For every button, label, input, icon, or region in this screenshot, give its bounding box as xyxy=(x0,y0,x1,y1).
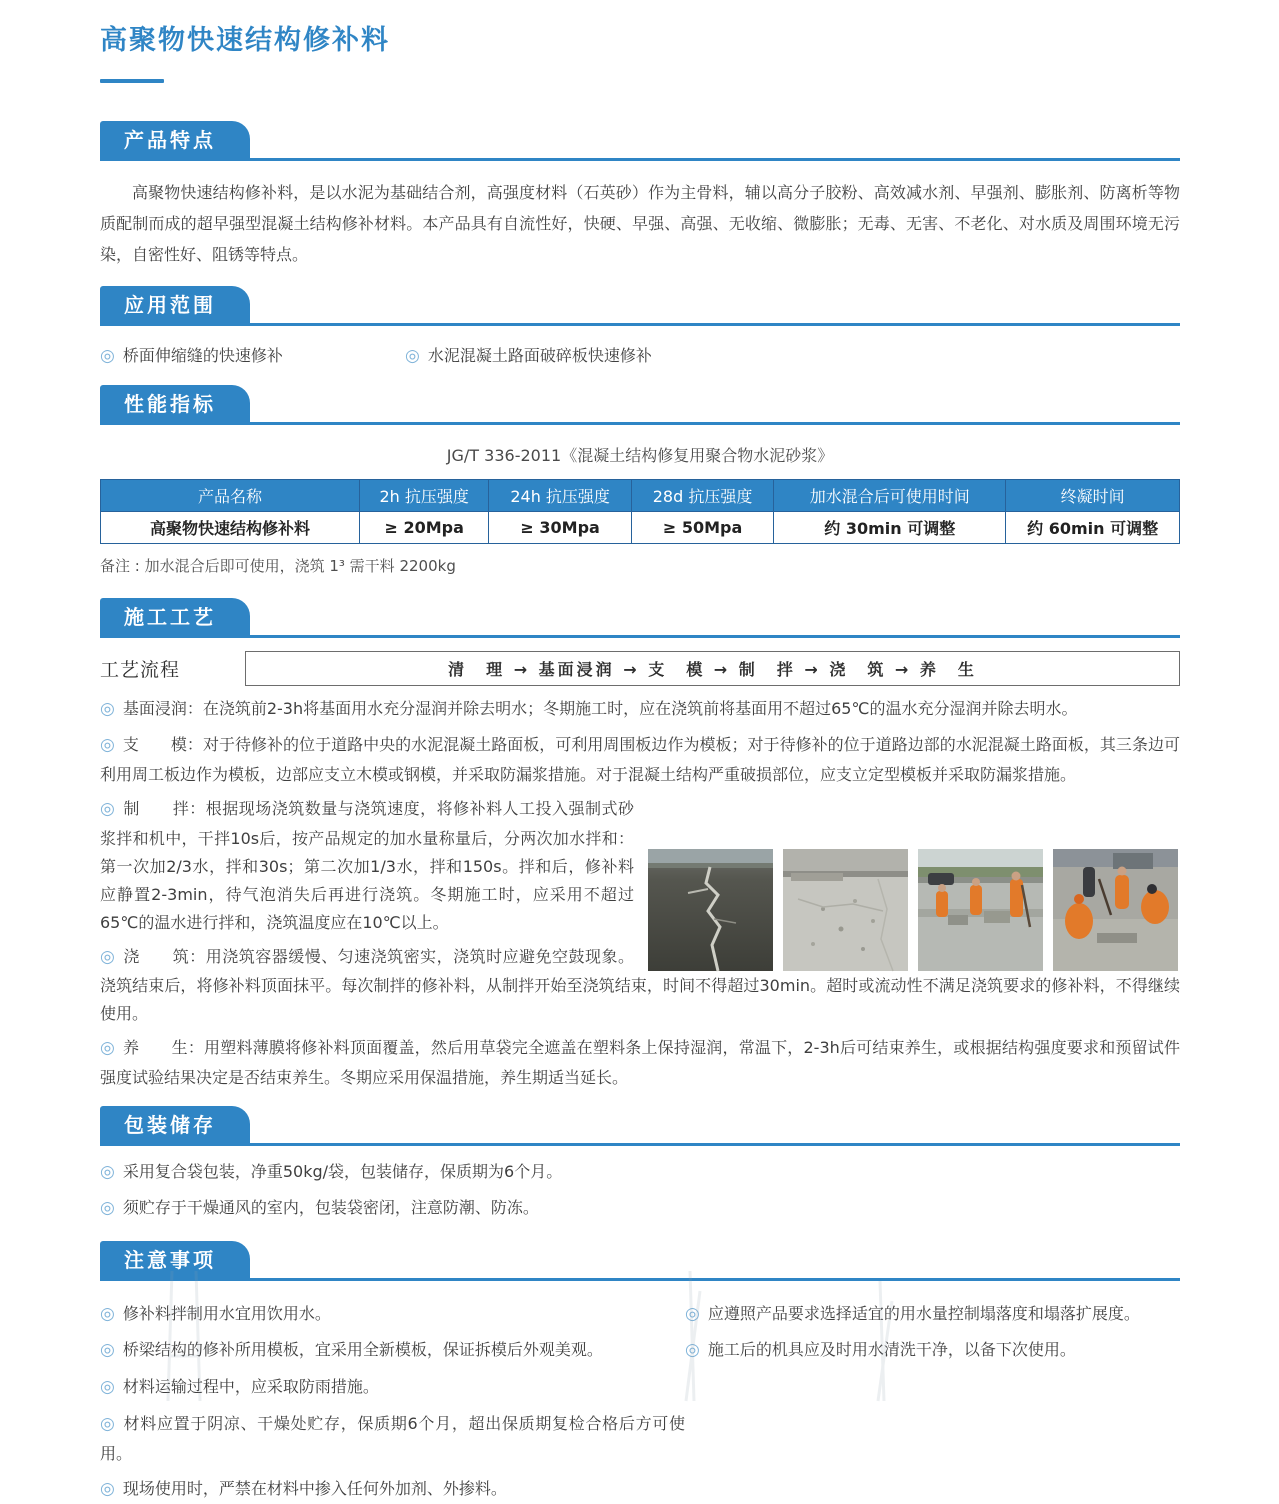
table-row xyxy=(101,512,1180,544)
ring-bullet-icon: ◎ xyxy=(100,345,115,366)
ring-bullet-icon: ◎ xyxy=(685,1340,700,1361)
section-header-notes xyxy=(100,1241,1180,1281)
note-item: ◎ 桥梁结构的修补所用模板，宜采用全新模板，保证拆模后外观美观。 xyxy=(100,1340,603,1361)
table-header-cell: 24h 抗压强度 xyxy=(489,480,631,512)
table-header-cell: 28d 抗压强度 xyxy=(631,480,773,512)
ring-bullet-icon: ◎ xyxy=(100,798,116,819)
broken-concrete-slab-photo xyxy=(783,849,908,971)
note-item: ◎ 施工后的机具应及时用水清洗干净，以备下次使用。 xyxy=(685,1340,1076,1361)
process-step: ◎ 浇 筑：用浇筑容器缓慢、匀速浇筑密实，浇筑时应避免空鼓现象。浇筑结束后，将修补料顶面抹平。每次制拌的修补料，从制拌开始至浇筑结束，时间不得超过30min。超时或流动性不满足浇筑要求的修补料，不得继续使用。 xyxy=(100,946,1180,1024)
application-item: ◎ 水泥混凝土路面破碎板快速修补 xyxy=(405,345,652,366)
page-title: 高聚物快速结构修补料 xyxy=(100,25,390,56)
ring-bullet-icon: ◎ xyxy=(100,1038,116,1059)
table-cell: 约 30min 可调整 xyxy=(774,512,1006,544)
section-header-performance xyxy=(100,385,1180,425)
application-items xyxy=(100,342,1180,372)
storage-items xyxy=(100,1158,1180,1224)
ring-bullet-icon: ◎ xyxy=(685,1303,700,1324)
section-header-storage xyxy=(100,1106,1180,1146)
table-header-cell: 加水混合后可使用时间 xyxy=(774,480,1006,512)
process-step: ◎ 制 拌：根据现场浇筑数量与浇筑速度，将修补料人工投入强制式砂浆拌和机中，干拌10s后，按产品规定的加水量称量后，分两次加水拌和：第一次加2/3水，拌和30s；第二次加1/3水，拌和150s。拌和后，修补料应静置2-3min，待气泡消失后再进行浇筑。冬期施工时，应采用不超过65℃的温水进行拌和，浇筑温度应在10℃以上。 xyxy=(100,798,634,932)
site-photo-strip xyxy=(648,849,1180,971)
table-cell: 约 60min 可调整 xyxy=(1006,512,1180,544)
table-note: 备注 : 加水混合后即可使用，浇筑 1³ 需干料 2200kg xyxy=(100,557,456,576)
section-header-application xyxy=(100,286,1180,326)
table-cell: ≥ 30Mpa xyxy=(489,512,631,544)
ring-bullet-icon: ◎ xyxy=(405,345,420,366)
ring-bullet-icon: ◎ xyxy=(100,1197,115,1218)
ring-bullet-icon: ◎ xyxy=(100,1340,115,1361)
note-item: ◎ 材料应置于阴凉、干燥处贮存，保质期6个月，超出保质期复检合格后方可使用。 xyxy=(100,1413,685,1463)
ring-bullet-icon: ◎ xyxy=(100,735,115,756)
application-item: ◎ 桥面伸缩缝的快速修补 xyxy=(100,345,283,366)
features-paragraph: 高聚物快速结构修补料，是以水泥为基础结合剂，高强度材料（石英砂）作为主骨料，辅以高分子胶粉、高效减水剂、早强剂、膨胀剂、防离析等物质配制而成的超早强型混凝土结构修补材料。本产品具有自流性好，快硬、早强、高强、无收缩、微膨胀；无毒、无害、不老化、对水质及周围环境无污染，自密性好、阻锈等特点。 xyxy=(100,183,1180,265)
table-header-cell: 终凝时间 xyxy=(1006,480,1180,512)
ring-bullet-icon: ◎ xyxy=(100,1162,115,1183)
ring-bullet-icon: ◎ xyxy=(100,946,116,967)
standard-reference: JG/T 336-2011《混凝土结构修复用聚合物水泥砂浆》 xyxy=(446,446,834,466)
table-header-row xyxy=(101,480,1180,512)
flow-diagram: 清 理 → 基面浸润 → 支 模 → 制 拌 → 浇 筑 → 养 生 xyxy=(245,651,1180,686)
section-tab-storage: 包装储存 xyxy=(100,1106,250,1143)
ring-bullet-icon: ◎ xyxy=(100,1377,115,1398)
storage-item: ◎ 须贮存于干燥通风的室内，包装袋密闭，注意防潮、防冻。 xyxy=(100,1197,539,1218)
table-cell: ≥ 20Mpa xyxy=(359,512,488,544)
workers-patching-road-photo xyxy=(1053,849,1178,971)
table-header-cell: 产品名称 xyxy=(101,480,360,512)
section-tab-performance: 性能指标 xyxy=(100,385,250,422)
note-item: ◎ 现场使用时，严禁在材料中掺入任何外加剂、外掺料。 xyxy=(100,1478,507,1499)
section-header-features xyxy=(100,121,1180,161)
note-item: ◎ 材料运输过程中，应采取防雨措施。 xyxy=(100,1377,379,1398)
table-header-cell: 2h 抗压强度 xyxy=(359,480,488,512)
section-tab-process: 施工工艺 xyxy=(100,598,250,635)
section-tab-notes: 注意事项 xyxy=(100,1241,250,1278)
road-repair-workers-photo xyxy=(918,849,1043,971)
section-tab-application: 应用范围 xyxy=(100,286,250,323)
note-item: ◎ 应遵照产品要求选择适宜的用水量控制塌落度和塌落扩展度。 xyxy=(685,1303,1140,1324)
process-flow-row xyxy=(100,651,1180,686)
table-cell: ≥ 50Mpa xyxy=(631,512,773,544)
section-header-process xyxy=(100,598,1180,638)
performance-table xyxy=(100,479,1180,544)
section-tab-features: 产品特点 xyxy=(100,121,250,158)
ring-bullet-icon: ◎ xyxy=(100,699,115,720)
cracked-pavement-photo xyxy=(648,849,773,971)
process-step: ◎ 基面浸润：在浇筑前2-3h将基面用水充分湿润并除去明水；冬期施工时，应在浇筑前将基面用不超过65℃的温水充分湿润并除去明水。 xyxy=(100,699,1078,720)
process-step: ◎ 支 模：对于待修补的位于道路中央的水泥混凝土路面板，可利用周围板边作为模板；对于待修补的位于道路边部的水泥混凝土路面板，其三条边可利用周工板边作为模板，边部应支立木模或钢模，并采取防漏浆措施。对于混凝土结构严重破损部位，应支立定型模板并采取防漏浆措施。 xyxy=(100,735,1180,784)
ring-bullet-icon: ◎ xyxy=(100,1413,116,1434)
ring-bullet-icon: ◎ xyxy=(100,1303,115,1324)
storage-item: ◎ 采用复合袋包装，净重50kg/袋，包装储存，保质期为6个月。 xyxy=(100,1162,563,1183)
note-item: ◎ 修补料拌制用水宜用饮用水。 xyxy=(100,1303,331,1324)
process-steps xyxy=(100,695,1180,1092)
process-step: ◎ 养 生：用塑料薄膜将修补料顶面覆盖，然后用草袋完全遮盖在塑料条上保持湿润，常温下，2-3h后可结束养生，或根据结构强度要求和预留试件强度试验结果决定是否结束养生。冬期应采用保温措施，养生期适当延长。 xyxy=(100,1038,1180,1088)
title-underline xyxy=(100,79,164,83)
table-cell: 高聚物快速结构修补料 xyxy=(101,512,360,544)
ring-bullet-icon: ◎ xyxy=(100,1478,115,1499)
flow-label: 工艺流程 xyxy=(100,659,181,682)
notes-list xyxy=(100,1293,1180,1504)
